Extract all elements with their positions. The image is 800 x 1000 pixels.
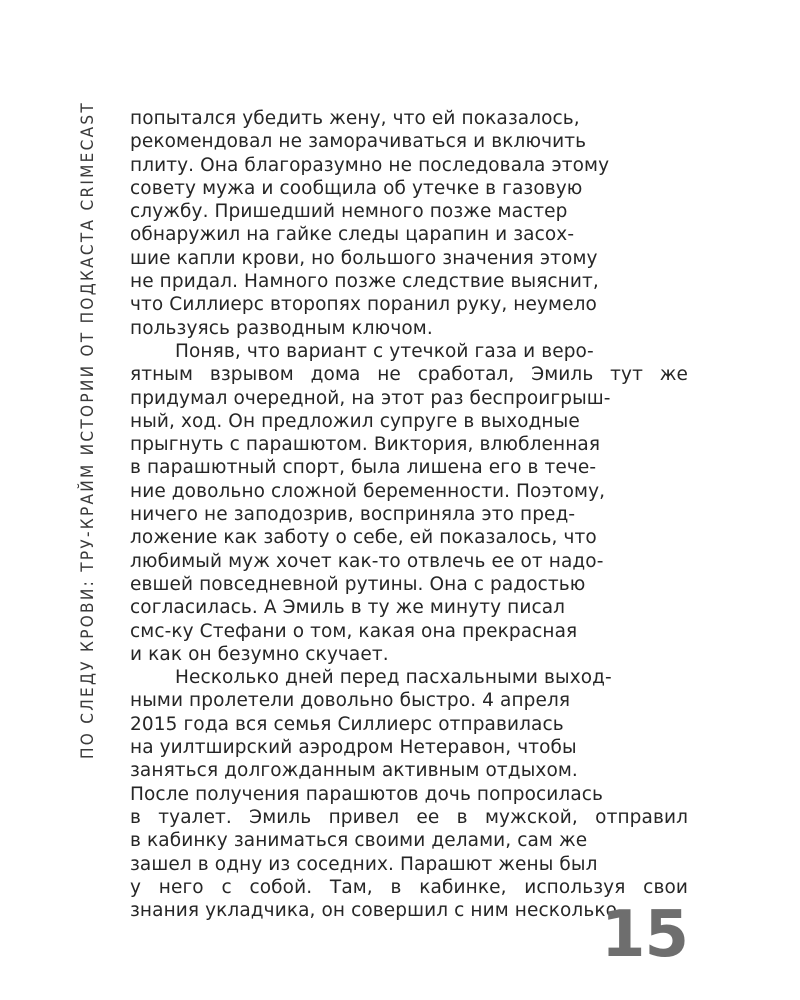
text-line: ничего не заподозрив, восприняла это пред- — [130, 504, 576, 526]
text-line: обнаружил на гайке следы царапин и засох- — [130, 224, 575, 246]
text-line: прыгнуть с парашютом. Виктория, влюбленная — [130, 434, 601, 456]
text-line: у него с собой. Там, в кабинке, используя свои — [130, 876, 688, 898]
running-header — [73, 100, 103, 760]
text-line: рекомендовал не заморачиваться и включить — [130, 131, 587, 153]
paragraph-start-line: Поняв, что вариант с утечкой газа и веро- — [175, 340, 594, 362]
page-number: 15 — [600, 898, 688, 972]
text-line: заняться долгожданным активным отдыхом. — [130, 760, 578, 782]
text-line: и как он безумно скучает. — [130, 643, 389, 665]
running-header-text: ПО СЛЕДУ КРОВИ: ТРУ-КРАЙМ ИСТОРИИ ОТ ПОДКАСТА CRIMECAST — [78, 100, 98, 760]
text-line: ятным взрывом дома не сработал, Эмиль тут же — [130, 364, 688, 386]
text-line: в парашютный спорт, была лишена его в тече- — [130, 457, 597, 479]
text-line: зашел в одну из соседних. Парашют жены был — [130, 853, 598, 875]
text-line: ложение как заботу о себе, ей показалось, что — [130, 527, 597, 549]
text-line: ние довольно сложной беременности. Поэтому, — [130, 480, 606, 502]
text-line: в туалет. Эмиль привел ее в мужской, отправил — [130, 806, 688, 828]
text-line: плиту. Она благоразумно не последовала этому — [130, 154, 610, 176]
text-line: придумал очередной, на этот раз беспроигрыш- — [130, 387, 611, 409]
text-line: согласилась. А Эмиль в ту же минуту писал — [130, 597, 566, 619]
text-line: После получения парашютов дочь попросилась — [130, 783, 604, 805]
text-line: ными пролетели довольно быстро. 4 апреля — [130, 690, 571, 712]
text-line: смс-ку Стефани о том, какая она прекрасная — [130, 620, 578, 642]
text-line: совету мужа и сообщила об утечке в газовую — [130, 177, 583, 199]
text-line: 2015 года вся семья Силлиерс отправилась — [130, 713, 564, 735]
text-line: что Силлиерс второпях поранил руку, неумело — [130, 294, 597, 316]
text-line: на уилтширский аэродром Нетеравон, чтобы — [130, 737, 577, 759]
text-line: не придал. Намного позже следствие выяснит, — [130, 271, 599, 293]
text-line: любимый муж хочет как-то отвлечь ее от надо- — [130, 550, 604, 572]
text-line: службу. Пришедший немного позже мастер — [130, 201, 568, 223]
text-line: ный, ход. Он предложил супруге в выходные — [130, 410, 580, 432]
paragraph-start-line: Несколько дней перед пасхальными выход- — [175, 667, 612, 689]
text-line: евшей повседневной рутины. Она с радостью — [130, 573, 586, 595]
text-line: пользуясь разводным ключом. — [130, 317, 433, 339]
text-line: в кабинку заниматься своими делами, сам же — [130, 830, 588, 852]
text-line: попытался убедить жену, что ей показалось, — [130, 108, 580, 129]
text-line: шие капли крови, но большого значения этому — [130, 247, 598, 269]
body-text — [130, 107, 688, 922]
text-line: знания укладчика, он совершил с ним несколько — [130, 900, 618, 922]
